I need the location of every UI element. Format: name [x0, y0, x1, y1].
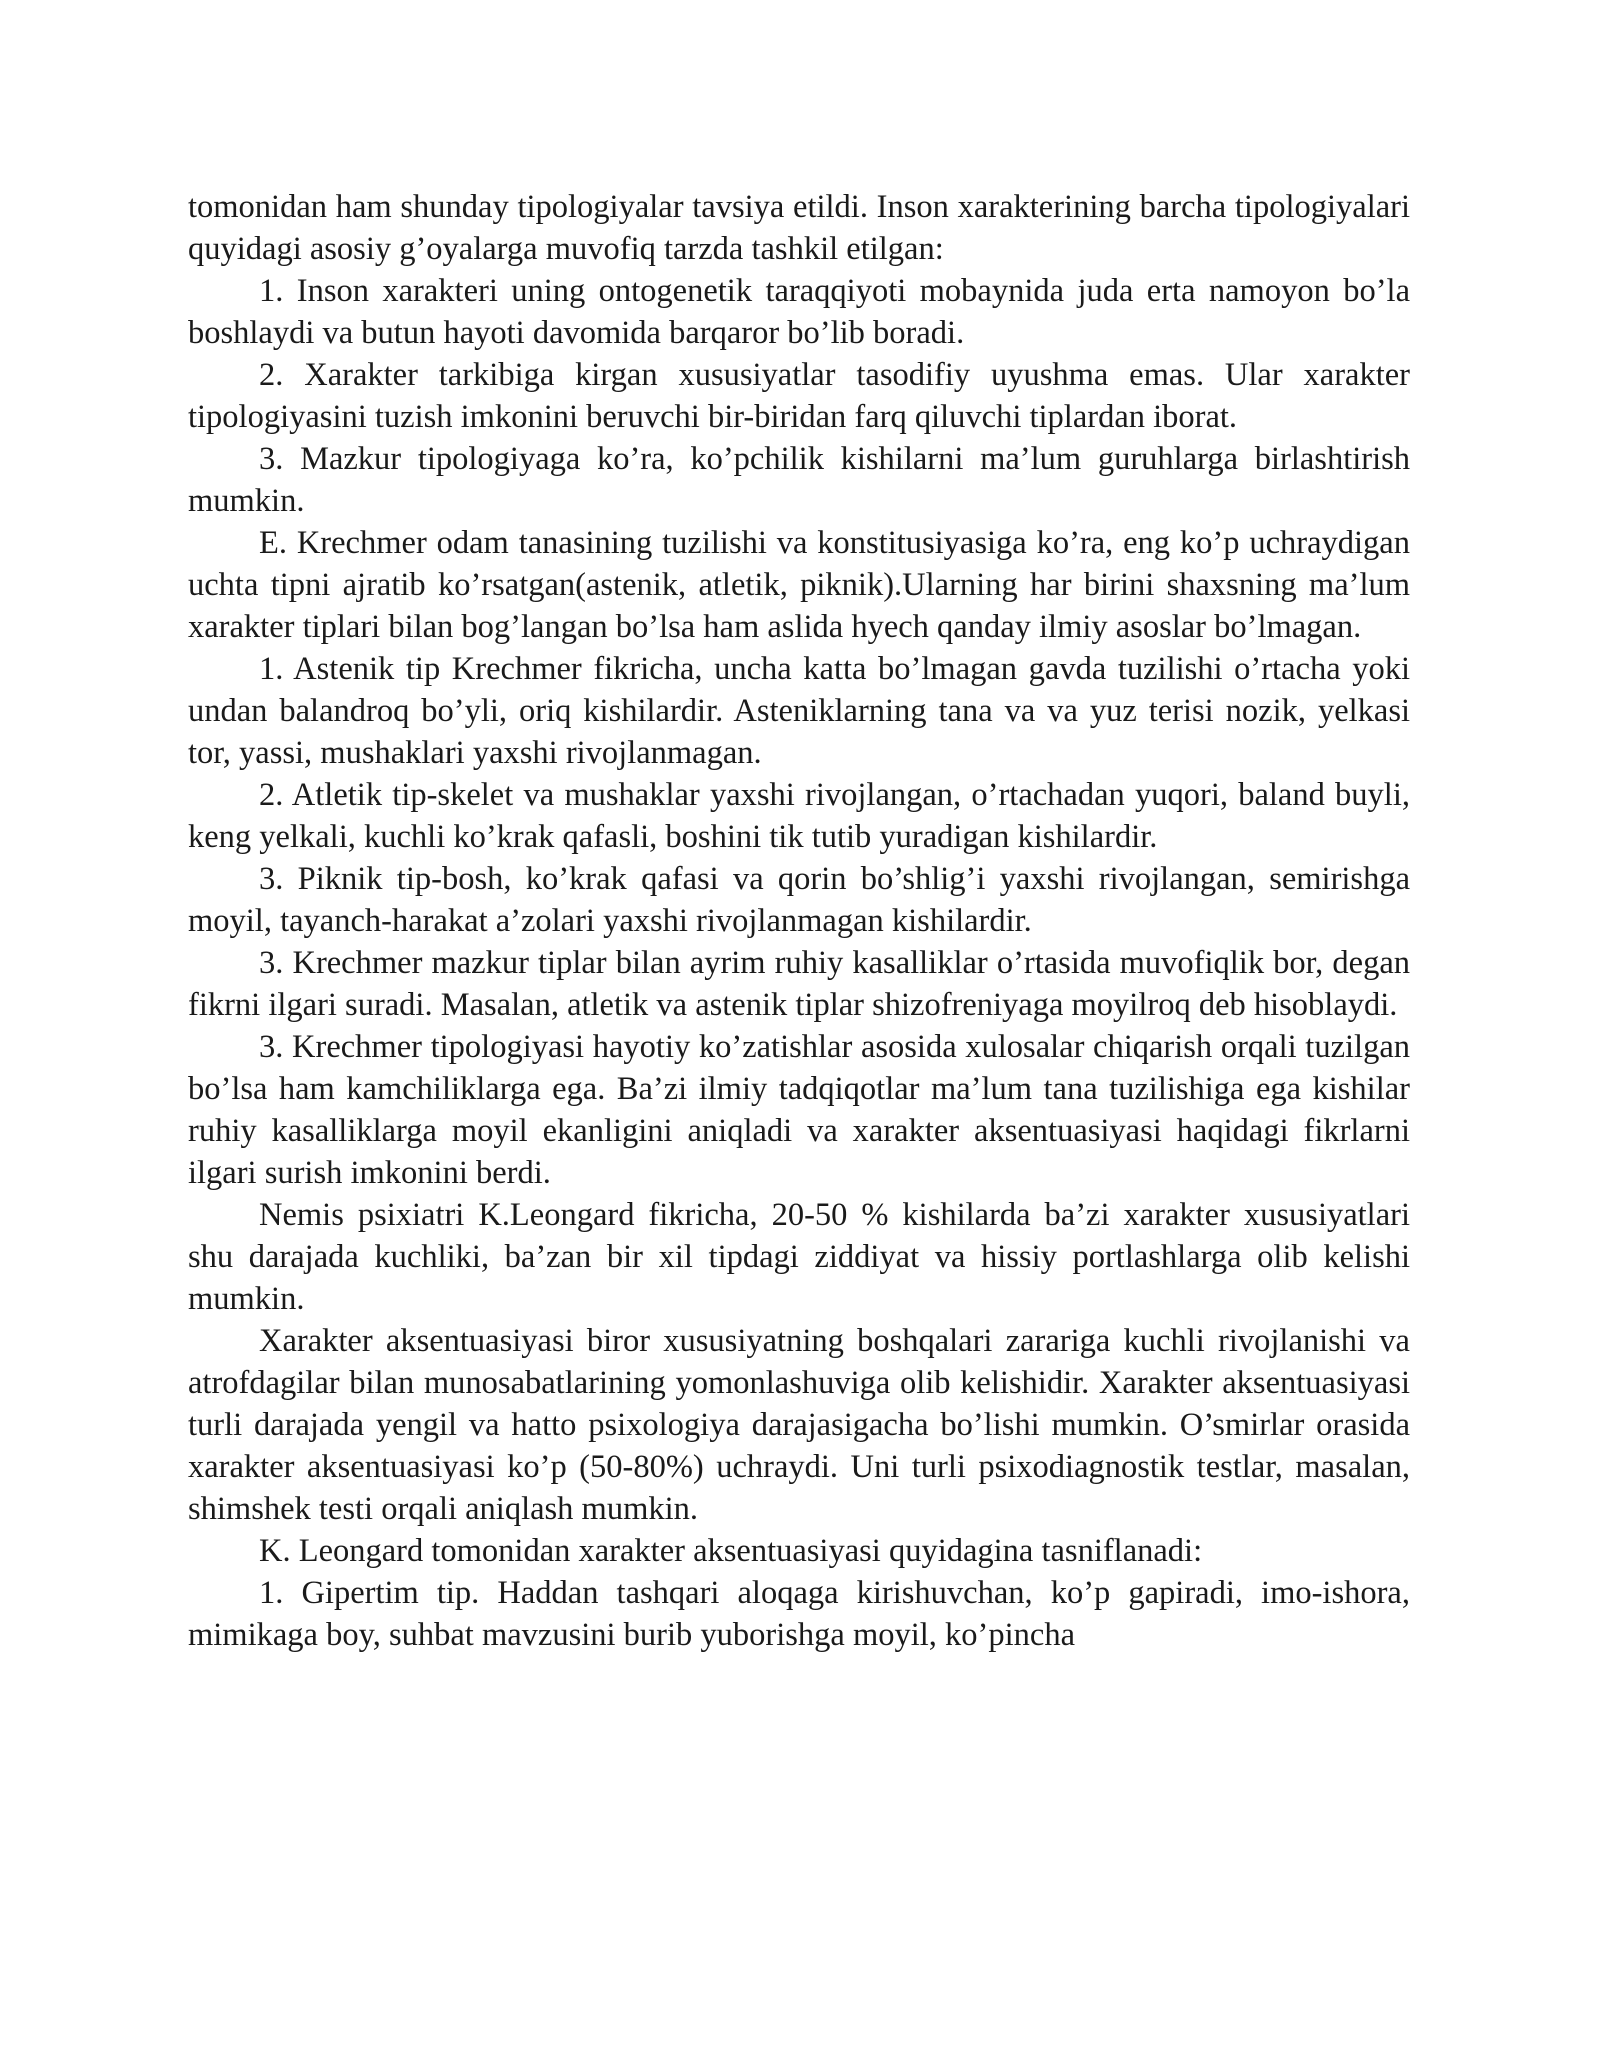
paragraph-atletik: 2. Atletik tip-skelet va mushaklar yaxshi rivojlangan, o’rtachadan yuqori, baland buyli, keng yelkali, kuchli ko’krak qafasli, boshini tik tutib yuradigan kishilardir.	[188, 777, 1410, 855]
paragraph-item-1: 1. Inson xarakteri uning ontogenetik taraqqiyoti mobaynida juda erta namoyon bo’la boshlaydi va butun hayoti davomida barqaror bo’lib boradi.	[188, 273, 1410, 351]
paragraph-krechmer: E. Krechmer odam tanasining tuzilishi va konstitusiyasiga ko’ra, eng ko’p uchraydigan uchta tipni ajratib ko’rsatgan(astenik, atletik, piknik).Ularning har birini shaxsning ma’lum xarakter tiplari bilan bog’langan bo’lsa ham aslida hyech qanday ilmiy asoslar bo’lmagan.	[188, 525, 1410, 645]
paragraph-accentuation: Xarakter aksentuasiyasi biror xususiyatning boshqalari zarariga kuchli rivojlanishi va atrofdagilar bilan munosabatlarining yomonlashuviga olib kelishidir. Xarakter aksentuasiyasi turli darajada yengil va hatto psixologiya darajasigacha bo’lishi mumkin. O’smirlar orasida xarakter aksentuasiyasi ko’p (50-80%) uchraydi. Uni turli psixodiagnostik testlar, masalan, shimshek testi orqali aniqlash mumkin.	[188, 1323, 1410, 1527]
paragraph-continuation: tomonidan ham shunday tipologiyalar tavsiya etildi. Inson xarakterining barcha tipologiyalari quyidagi asosiy g’oyalarga muvofiq tarzda tashkil etilgan:	[188, 189, 1410, 267]
paragraph-astenik: 1. Astenik tip Krechmer fikricha, uncha katta bo’lmagan gavda tuzilishi o’rtacha yoki undan balandroq bo’yli, oriq kishilardir. Asteniklarning tana va va yuz terisi nozik, yelkasi tor, yassi, mushaklari yaxshi rivojlanmagan.	[188, 651, 1410, 771]
paragraph-item-2: 2. Xarakter tarkibiga kirgan xususiyatlar tasodifiy uyushma emas. Ular xarakter tipologiyasini tuzish imkonini beruvchi bir-biridan farq qiluvchi tiplardan iborat.	[188, 357, 1410, 435]
paragraph-leongard: Nemis psixiatri K.Leongard fikricha, 20-50 % kishilarda ba’zi xarakter xususiyatlari shu darajada kuchliki, ba’zan bir xil tipdagi ziddiyat va hissiy portlashlarga olib kelishi mumkin.	[188, 1197, 1410, 1317]
paragraph-piknik: 3. Piknik tip-bosh, ko’krak qafasi va qorin bo’shlig’i yaxshi rivojlangan, semirishga moyil, tayanch-harakat a’zolari yaxshi rivojlanmagan kishilardir.	[188, 861, 1410, 939]
paragraph-classification: K. Leongard tomonidan xarakter aksentuasiyasi quyidagina tasniflanadi:	[259, 1533, 1203, 1569]
document-page	[188, 186, 1410, 1656]
paragraph-krechmer-illness: 3. Krechmer mazkur tiplar bilan ayrim ruhiy kasalliklar o’rtasida muvofiqlik bor, degan fikrni ilgari suradi. Masalan, atletik va astenik tiplar shizofreniyaga moyilroq deb hisoblaydi.	[188, 945, 1410, 1023]
paragraph-gipertim: 1. Gipertim tip. Haddan tashqari aloqaga kirishuvchan, ko’p gapiradi, imo-ishora, mimikaga boy, suhbat mavzusini burib yuborishga moyil, ko’pincha	[188, 1575, 1410, 1653]
paragraph-krechmer-critique: 3. Krechmer tipologiyasi hayotiy ko’zatishlar asosida xulosalar chiqarish orqali tuzilgan bo’lsa ham kamchiliklarga ega. Ba’zi ilmiy tadqiqotlar ma’lum tana tuzilishiga ega kishilar ruhiy kasalliklarga moyil ekanligini aniqladi va xarakter aksentuasiyasi haqidagi fikrlarni ilgari surish imkonini berdi.	[188, 1029, 1410, 1191]
paragraph-item-3: 3. Mazkur tipologiyaga ko’ra, ko’pchilik kishilarni ma’lum guruhlarga birlashtirish mumkin.	[188, 441, 1410, 519]
